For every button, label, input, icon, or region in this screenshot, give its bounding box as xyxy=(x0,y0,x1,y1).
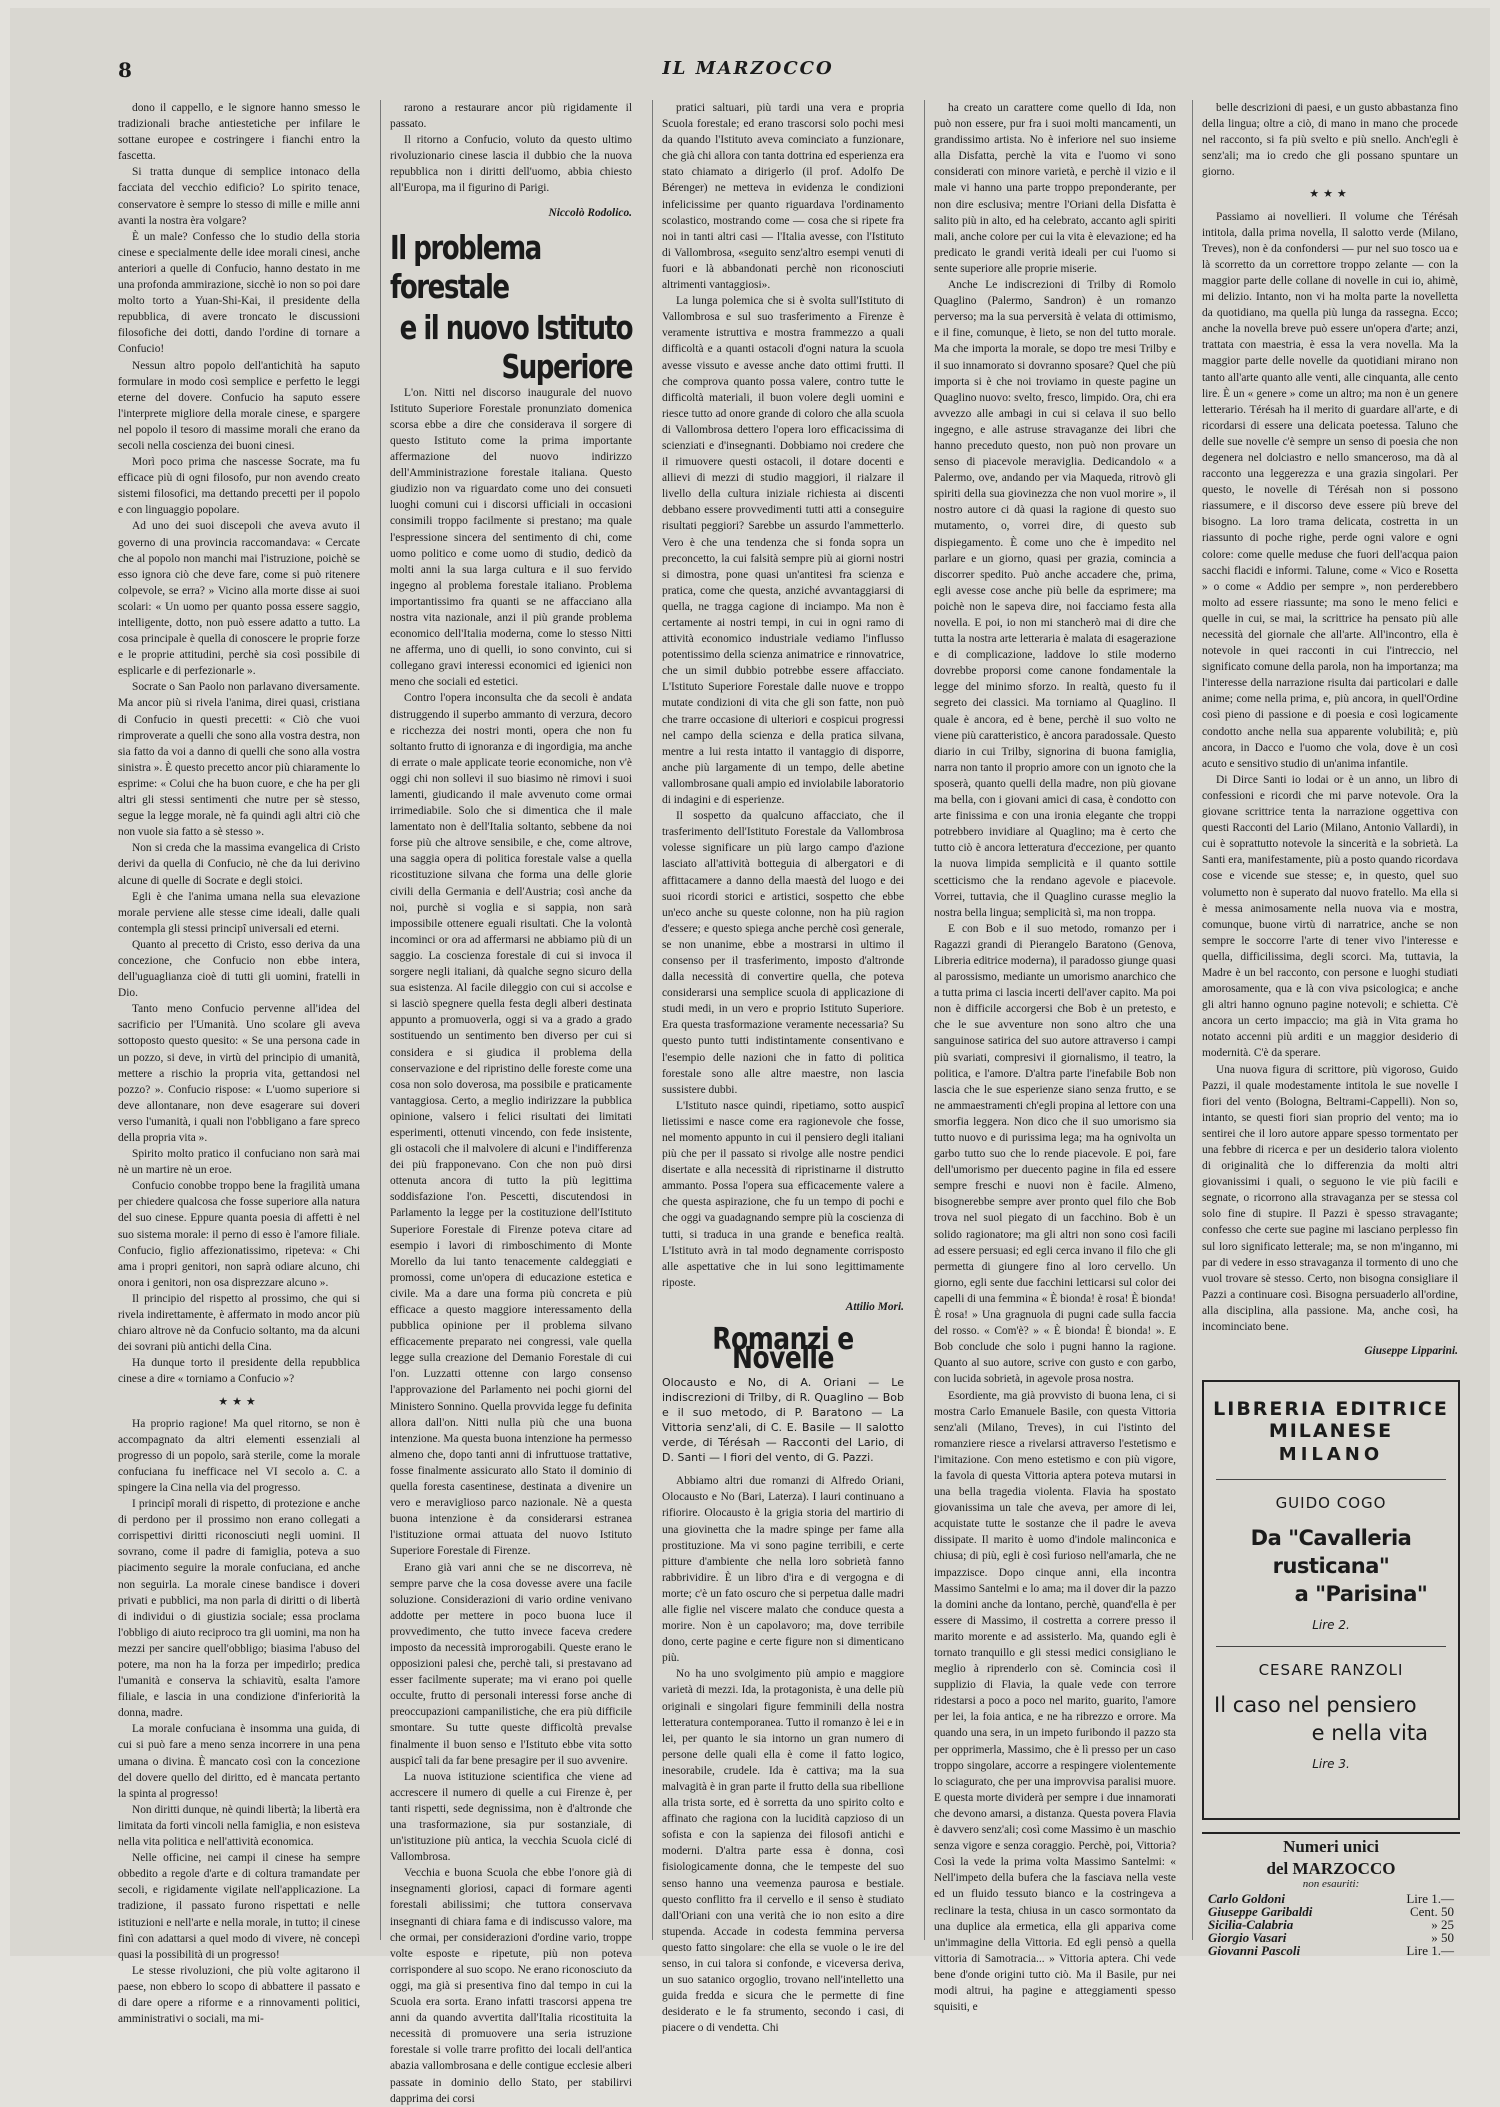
column-5 xyxy=(1202,100,1458,1368)
divider xyxy=(1216,1646,1446,1647)
paragraph: Tanto meno Confucio pervenne all'idea del sacrificio per l'Umanità. Uno scolare gli aveva sottoposto questo quesito: « Se una persona cade in un pozzo, si deve, in virtù del principio di umanità, mettere a rischio la propria vita, gettandosi nel pozzo? ». Confucio rispose: « L'uomo superiore si deve allontanare, non deve esagerare sui doveri verso l'umanità, i quali non l'obbligano a fare spreco della propria vita ». xyxy=(118,1003,360,1144)
issue-name: Carlo Goldoni xyxy=(1208,1891,1285,1906)
paragraph: Ha proprio ragione! Ma quel ritorno, se non è accompagnato da altri elementi essenziali al progresso di un popolo, sarà sterile, come la morale confuciana fu inefficace nel VI secolo a. C. a spingere la Cina nella via del progresso. xyxy=(118,1417,360,1494)
reviewed-books-list: Olocausto e No, di A. Oriani — Le indiscrezioni di Trilby, di R. Quaglino — Bob e il suo metodo, di P. Baratono — La Vittoria senz'ali, di C. E. Basile — Il salotto verde, di Térésah — Racconti del Lario, di D. Santi — I fiori del vento, di G. Pazzi. xyxy=(662,1376,904,1465)
paragraph: pratici saltuari, più tardi una vera e propria Scuola forestale; ed erano trascorsi solo pochi mesi da quando l'Istituto aveva cominciato a funzionare, che già chi allora con tanta dottrina ed esperienza era stato chiamato a dirigerlo (il prof. Adolfo De Bérenger) ne metteva in evidenza le condizioni infelicissime per quanto riguardava l'ordinamento scolastico, mostrando come — cosa che si ripete fra noi in tanti altri casi — l'Italia avesse, con l'Istituto di Vallombrosa, «seguito senz'altro esempi venuti di fuori e là abbandonati perchè non riconosciuti altrimenti vantaggiosi». xyxy=(662,102,904,292)
notice-title: del MARZOCCO xyxy=(1266,1859,1396,1878)
paragraph: Si tratta dunque di semplice intonaco della facciata del vecchio edificio? Lo spirito tenace, conservatore è sempre lo stesso di mille e mille anni avanti la nostra èra volgare? xyxy=(118,166,360,227)
column-2 xyxy=(390,100,633,2105)
paragraph: E con Bob e il suo metodo, romanzo per i Ragazzi grandi di Pierangelo Baratono (Genova, Libreria editrice moderna), il paradosso giunge quasi al parossismo, mediante un umorismo anarchico che a tutta prima ci lascia incerti dell'aver capito. Ma poi non è difficile accorgersi che Bob è un pretesto, e che le sue avventure non sono altro che una sanguinose satirica del suo autore attraverso i campi più svariati, compresivi il giornalismo, il teatro, la politica, e l'amore. D'altra parte l'inefabile Bob non lascia che le sue esperienze siano senza frutto, e se ne ammaestramenti ch'egli propina al lettore con una smorfia leggera. Non dico che il suo umorismo sia tutto nuovo e di purissima lega; ma ha ognivolta un garbo tutto suo che lo rende piacevole. E poi, fare dell'umorismo per duecento pagine in fila ed essere sempre freschi e nuovi non è facile. Almeno, bisognerebbe sempre aver pronto quel filo che Bob trova nel suol piegato di un facchino. Bob è un solido ragionatore; ma gli altri non sono così facili ad essere persuasi; ed egli cerca invano il filo che gli permetta di giungere fino al loro cervello. Un giorno, egli sente due facchini letticarsi sul color dei capelli di una femmina « È bionda! è rosa! È bionda! È rosa! » Una gragnuola di pugni cade sulla faccia del rosso. « Com'è? » « È bionda! È bionda! ». E Bob conclude che solo i pugni hanno la ragione. Quanto al suo autore, scrive con gusto e con garbo, con lucida sobrietà, in agevole prosa nostra. xyxy=(934,922,1176,1386)
paragraph: Spirito molto pratico il confuciano non sarà mai nè un martire nè un eroe. xyxy=(118,1148,360,1177)
paragraph: Non si creda che la massima evangelica di Cristo derivi da quella di Confucio, nè che da lui derivino alcune di quelle di Socrate e degli stoici. xyxy=(118,842,360,887)
column-rule xyxy=(380,100,381,1940)
page-number: 8 xyxy=(118,58,132,82)
paragraph: Non diritti dunque, nè quindi libertà; la libertà era limitata da forti vincoli nella famiglia, e non esisteva nella vita politica e nell'attività economica. xyxy=(118,1803,360,1849)
paragraph: No ha uno svolgimento più ampio e maggiore varietà di mezzi. Ida, la protagonista, è una delle più originali e singolari figure femminili della nostra letteratura contemporanea. Tutto il romanzo è lei e in lei, per quanto le sia intorno un gran numero di persone delle quali ella è come il fatto logico, inesorabile, crudele. Ida è cattiva; ma la sua malvagità è in gran parte il frutto della sua ribellione alla trista sorte, ed è sorretta da uno spirito colto e affinato che ragiona con la lucidità capzioso di un sofista e con la sapienza dei filosofi antichi e moderni. D'altra parte essa è donna, così fisiologicamente donna, che le tempeste del suo senso hanno una veemenza paurosa e bestiale. questo conflitto fra il cervello e il senso è studiato dall'Oriani con una verità che io non esito a dire stupenda. Accade in codesta femmina perversa questo fatto singolare: che ella se vuole o le ire del senso, in cui talora si confonde, e viceversa deriva, un suo satanico orgoglio, trovano nell'intelletto una guida fredda e sicura che le permette di fine desiderato e le fa strumento, secondo i casi, di piacere o di vendetta. Chi xyxy=(662,1668,904,2035)
paragraph: ha creato un carattere come quello di Ida, non può non essere, pur fra i suoi molti mancamenti, un grandissimo artista. No è inferiore nel suo insieme alla Disfatta, perchè la vita e l'uomo vi sono considerati con minore varietà, e perchè il vizio e il male vi hanno una parte troppo preponderante, per non dire esclusiva; mentre l'Oriani della Disfatta è salito più in alto, ed ha celebrato, accanto agli spiriti mali, anche colore per cui la vita è elevazione; ed ha predicato le grandi verità ideali per cui l'uomo si sente superiore alle proprie miserie. xyxy=(934,102,1176,275)
divider xyxy=(1216,1479,1446,1480)
paragraph: Il sospetto da qualcuno affacciato, che il trasferimento dell'Istituto Forestale da Vallombrosa volesse significare un più largo campo d'azione lasciato all'attività botteguia di albergatori e di affittacamere a danno della maestà del luogo e dei suoi ricordi storici e artistici, sospetto che ebbe un'eco anche su queste colonne, non ha più ragion d'essere; e questo spiega anche perchè così generale, se non unanime, ebbe a mostrarsi in ultimo il consenso per il trasferimento, imposto d'altronde dalla necessità di convertire quella, che poteva considerarsi una semplice scuola di applicazione di studi medi, in un vero e proprio Istituto Superiore. Era questa trasformazione veramente necessaria? Su questo punto tutti indistintamente consentivano e l'esempio delle nazioni che in fatto di politica forestale sono alle altre maestre, non lascia sussistere dubbi. xyxy=(662,810,904,1096)
column-rule xyxy=(924,100,925,1940)
paragraph: Ha dunque torto il presidente della repubblica cinese a dire « torniamo a Confucio »? xyxy=(118,1357,360,1386)
issue-price: Lire 1.— xyxy=(1406,1943,1454,1958)
paragraph: Egli è che l'anima umana nella sua elevazione morale perviene alle stesse cime ideali, dalle quali contempla gli stessi principî universali ed eterni. xyxy=(118,890,360,935)
paragraph: Nelle officine, nei campi il cinese ha sempre obbedito a regole d'arte e di coltura tramandate per secoli, e rigidamente vigilate nell'applicazione. La tradizione, il passato furono rispettati e nelle istituzioni e nell'arte e nella morale, in tutto; il cinese finì con adattarsi a quel modo di vivere, nè concepì quasi la possibilità di un progresso! xyxy=(118,1852,360,1961)
ad-book-title: Da "Cavalleria rusticana" xyxy=(1250,1526,1412,1578)
paragraph: Passiamo ai novellieri. Il volume che Térésah intitola, dalla prima novella, Il salotto verde (Milano, Treves), non è da confondersi — pur nel suo tosco ua e là scorretto da un correttore troppo zelante — con la maggior parte delle collane di novelle in cui io, ahimè, mi delizio. Intanto, non vi ha molta parte la novelletta da quotidiano, ma quella più lunga da rassegna. Ecco; anche la novella breve può essere un'opera d'arte; anzi, trattata con maestria, è essa la vera novella. Ma la maggior parte delle novelle da quotidiani mirano non tanto all'arte quanto alle venti, alle cinquanta, alle cento lire. È un « genere » come un altro; ma non è un genere letterario. Térésah ha il merito di guardare all'arte, e di ricordarsi di essere una delicata poetessa. Taluno che delle sue novelle c'è sempre un senso di poesia che non degenera nel dolciastro e nello smanceroso, ma dà al racconto una leggerezza e una grazia singolari. Per questo, le novelle di Térésah non si possono riassumere, e il discorso deve essere più breve del bisogno. La loro trama delicata, costretta in un riassunto di poche righe, perde ogni valore e ogni colore: come quelle meduse che fuori dell'acqua paion sacchi flacidi e informi. Talune, come « Vico e Rosetta » o come « Addio per sempre », non perderebbero molto ad essere riassunte; ma sono le meno felici e quelle in cui, se mai, la scrittrice ha pensato più alle necessità del giornale che all'arte. All'incontro, ella è notevole in quei racconti in cui l'intreccio, nel significato comune della parola, non ha importanza; ma l'interesse della narrazione risulta dai particolari e dalle anime; come nella prima, e, più ancora, in quell'Ordine così pieno di passione e di poesia e così logicamente condotto anche nella sua apparente volubilità; e, più ancora, in Dacco e l'uomo che vola, dove è un così acuto e sensitivo studio di un'anima infantile. xyxy=(1202,210,1458,770)
ad-book-title: Il caso nel pensiero xyxy=(1214,1693,1417,1717)
column-rule xyxy=(1192,100,1193,1940)
ad-author: CESARE RANZOLI xyxy=(1258,1661,1404,1679)
paragraph: Contro l'opera inconsulta che da secoli è andata distruggendo il superbo ammanto di verzura, decoro e ricchezza dei nostri monti, opera che non fu soltanto frutto di ignoranza e di ingordigia, ma anche di errate o male applicate teorie economiche, non v'è oggi chi non sollevi il suo biasimo nè rimovi i suoi lamenti, giudicando il male avvenuto come ormai irrimediabile. Solo che si dimentica che il male lamentato non è dell'Italia soltanto, sebbene da noi forse più che altrove sensibile, e che, come altrove, una saggia opera di politica forestale valse a quella ricostituzione silvana che forma una delle glorie civili della Germania e dell'Austria; così anche da noi, purchè si voglia e si sappia, non sarà impossibile ottenere eguali risultati. Che la volontà incominci or ora ad affermarsi ne abbiamo più di un saggio. La coscienza forestale di cui si invoca il sorgere negli italiani, dà qualche segno sicuro della sua esistenza. Al facile dileggio con cui si accolse e si lasciò spegnere quella festa degli alberi destinata appunto a promuoverla, oggi si va a grado a grado sostituendo un sentimento ben diverso per cui si considera e si giudica il problema della conservazione e del ripristino delle foreste come una cosa non solo doverosa, ma possibile e praticamente vantaggiosa. Certo, a meglio indirizzare la pubblica opinione, valsero i felici risultati dei limitati esperimenti, ottenuti vincendo, con fede insistente, gli ostacoli che il malvolere di alcuni e l'indifferenza dei più frapponevano. Con che non può dirsi ottenuta ancora di tutto la più legittima soddisfazione l'on. Pescetti, discutendosi in Parlamento la legge per la costituzione dell'Istituto Superiore Forestale di Firenze poteva citare ad esempio i lavori di rimboschimento di Monte Morello da lui tanto tenacemente caldeggiati e promossi, come un'opera di educazione estetica e civile. Ma a dare una forma più concreta e più efficace a questo maggiore interessamento della pubblica opinione per il problema silvano efficacemente preparato nei congressi, vale quella legge sulla creazione del Demanio Forestale di cui l'on. Luzzatti ottenne con largo consenso l'approvazione del Parlamento nei pochi giorni del Ministero Sonnino. Quella provvida legge fu definita allora dall'on. Nitti nulla più che una buona intenzione. Ma questa buona intenzione ha permesso almeno che, dopo tanti anni di infruttuose trattative, fosse finalmente assicurato allo Stato il dominio di quella foresta casentinese, destinata a divenire un vero e meraviglioso parco nazionale. Nè a questa buona intenzione è da considerarsi estranea l'istituzione ormai attuata del nuovo Istituto Superiore Forestale di Firenze. xyxy=(390,692,633,1558)
ad-publisher: LIBRERIA EDITRICE MILANESE xyxy=(1213,1398,1449,1442)
paragraph: La morale confuciana è insomma una guida, di cui si può fare a meno senza incorrere in una pena umana o divina. È mancato così con la concezione del dovere quello del diritto, ed è mancata pertanto la spinta al progresso! xyxy=(118,1723,360,1800)
paragraph: Abbiamo altri due romanzi di Alfredo Oriani, Olocausto e No (Bari, Laterza). I lauri continuano a rifiorire. Olocausto è la grigia storia del martirio di una giovinetta che la madre spinge per fame alla prostituzione. Ma vi sono pagine terribili, e certe pitture d'ambiente che nella loro sobrietà fanno rabbrividire. È un libro d'ira e di vergogna e di morte; c'è un fato oscuro che si perpetua dalle madri alle figlie nel viscere malato che conduce questa a morire. Non è un capolavoro; ma, dove terribile dono, certe pagine e certe figure non si dimenticano più. xyxy=(662,1475,904,1665)
issue-price: Cent. 50 xyxy=(1409,1904,1454,1919)
ad-city: MILANO xyxy=(1278,1444,1384,1465)
issue-name: Giorgio Vasari xyxy=(1208,1930,1287,1945)
column-1 xyxy=(118,100,360,2026)
notice-title: Numeri unici xyxy=(1283,1837,1379,1856)
paragraph: Erano già vari anni che se ne discorreva, nè sempre parve che la cosa dovesse avere una facile soluzione. Considerazioni di vario ordine venivano addotte per mettere in poco buona luce il provvedimento, che tutto invece faceva credere imposto da necessità improrogabili. Queste erano le opposizioni palesi che, perchè tali, si prestavano ad esser facilmente superate; ma vi erano poi quelle occulte, frutto di personali interessi forse anche di preoccupazioni campanilistiche, che era più difficile smontare. Su tutte queste difficoltà prevalse finalmente il buon senso e l'Istituto ebbe vita sotto auspicî tali da far bene presagire per il suo avvenire. xyxy=(390,1561,632,1767)
paragraph: Morì poco prima che nascesse Socrate, ma fu efficace più di ogni filosofo, pur non avendo creato sistemi filosofici, ma dettando precetti per il popolo e con linguaggio popolare. xyxy=(118,456,360,517)
issue-name: Giuseppe Garibaldi xyxy=(1208,1904,1313,1919)
paragraph: L'Istituto nasce quindi, ripetiamo, sotto auspicî lietissimi e nasce come era ragionevole che fosse, nel momento appunto in cui il pensiero degli italiani più che per il passato si rivolge alle nostre pendici disertate e alla necessità di ripristinarne il distrutto ammanto. Possa l'opera sua efficacemente valere a che questa aspirazione, che fu un tempo di pochi e che oggi va guadagnando sempre più la coscienza di tutti, si traduca in una grande e benefica realtà. L'Istituto avrà in tal modo degnamente corrisposto alle aspettative che in lui sono legittimamente riposte. xyxy=(662,1099,904,1289)
special-issues-notice xyxy=(1202,1832,1460,1958)
author-signature: Attilio Mori. xyxy=(845,1300,904,1313)
article-heading: Il problema forestale xyxy=(390,227,541,306)
ad-price: Lire 3. xyxy=(1312,1757,1350,1771)
notice-subtitle: non esauriti: xyxy=(1302,1878,1360,1890)
column-4 xyxy=(934,100,1176,2014)
paragraph: Socrate o San Paolo non parlavano diversamente. Ma ancor più si rivela l'anima, direi quasi, cristiana di Confucio in questi precetti: « Ciò che vuoi rimproverate a quelli che sono alla vostra destra, non sia fatto da voi a danno di quelli che sono alla vostra sinistra ». È questo precetto ancor più chiaramente lo esprime: « Colui che ha buon cuore, e che ha per gli altri gli stessi sentimenti che nutre per sè stesso, segue la legge morale, nè fa quindi agli altri ciò che non vuole sia fatto a sè stesso ». xyxy=(118,681,360,839)
publisher-advertisement xyxy=(1202,1380,1460,1820)
paragraph: Quanto al precetto di Cristo, esso deriva da una concezione, che Confucio non ebbe intera, dell'uguaglianza cioè di tutti gli uomini, fratelli in Dio. xyxy=(118,938,360,1000)
paragraph: Anche Le indiscrezioni di Trilby di Romolo Quaglino (Palermo, Sandron) è un romanzo perverso; ma la sua perversità è velata di ottimismo, e il fine, comunque, è lieto, se non del tutto morale. Ma che importa la morale, se dopo tre mesi Trilby e il suo innamorato si dovranno sposare? Quel che più importa si è che noi troviamo in queste pagine un Quaglino nuovo: svelto, fresco, limpido. Ora, chi era avvezzo alle ambagi in cui si celava il suo bello ingegno, e alle astruse stravaganze dei libri che hanno preceduto questo, non può non provare un senso di piacevole meraviglia. Dedicandolo « a Palermo, ove, andando per via Maqueda, ritrovò gli spiriti della sua giovinezza che non vuol morire », il nostro autore ci dà quasi la ragione di questo suo mutamento, o, vorrei dire, di questo sub dispiegamento. È come uno che è impedito nel parlare e un giorno, quasi per grazia, comincia a discorrer spedito. Può anche accadere che, prima, egli avesse cose anche più belle da esprimere; ma poichè non le sapeva dire, noi facciamo festa alla novella. E poi, io non mi stancherò mai di dire che tutta la nostra arte letteraria è malata di esagerazione e di complicazione, laddove lo stile moderno dovrebbe proporsi come canone fondamentale la legge del minimo sforzo. In realtà, questo fu il segreto dei classici. Ma torniamo al Quaglino. Il quale è ancora, ed è bene, perchè il suo volto ne viene più caratteristico, è ancora paradossale. Questo diario in cui Trilby, signorina di buona famiglia, narra non tanto il proprio amore con un ignoto che la sposerà, quanto quelli della madre, non più giovane ma bella, con i giovani amici di casa, è condotto con arte finissima e con una ironia elegante che troppi potrebbero invidiare al Quaglino; ma è certo che tutto ciò è ancora letteratura d'eccezione, per quanto la nuova limpida semplicità e il quanto sottile scetticismo che la rendano agevole e piacevole. Vorrei, tuttavia, che il Quaglino curasse meglio la nostra bella lingua; semplicità sì, ma non troppa. xyxy=(934,279,1176,919)
running-head xyxy=(118,52,1378,92)
article-heading: e il nuovo Istituto Superiore xyxy=(399,307,632,386)
paragraph: Nessun altro popolo dell'antichità ha saputo formulare in modo così semplice e perfetto le leggi eterne del dovere. Confucio ha saputo essere l'interprete migliore della morale cinese, e spargere nel popolo il tesoro di massime morali che erano da secoli nella coscienza dei buoni cinesi. xyxy=(118,359,360,452)
paragraph: Di Dirce Santi io lodai or è un anno, un libro di confessioni e ricordi che mi parve notevole. Ora la giovane scrittrice tenta la narrazione oggettiva con questi Racconti del Lario (Milano, Antonio Vallardi), in cui è soprattutto notevole la sincerità e la sobrietà. La Santi era, manifestamente, più a posto quando ricordava cose e vicende sue stesse; e, in questo, quel suo volumetto non è superato dal nuovo fratello. Ma ella si è messa animosamente nella nuova via e mostra, comunque, buone virtù di narratrice, anche se non sempre le soccorre l'arte di tener vivo l'interesse e quella, difficilissima, degli scorci. Ma, tuttavia, la Madre è un bel racconto, con persone e luoghi studiati amorosamente, qua e là con viva psicologica; e anche gli altri hanno ognuno pagine notevoli; e schietta. C'è ancora un certo impaccio; ma già in Vita grama ho notato accenni più arditi e un maggior desiderio di modernità. C'è da sperare. xyxy=(1202,773,1458,1060)
issue-name: Sicilia-Calabria xyxy=(1208,1917,1294,1932)
column-3 xyxy=(662,100,904,2035)
issue-price: » 25 xyxy=(1431,1917,1454,1932)
paragraph: Esordiente, ma già provvisto di buona lena, ci si mostra Carlo Emanuele Basile, con questa Vittoria senz'ali (Milano, Treves), in cui l'istinto del romanziere riesce a rivelarsi attraverso l'estetismo e l'imitazione. Con meno estetismo e con più vigore, la favola di questa Vittoria aptera poteva mutarsi in una bella tragedia violenta. Flavia ha spostato giovanissima un tale che aveva, per amore di lei, acquistate tutte le sostanze che il padre le aveva dissipate. Il marito è uomo d'indole malinconica e chiusa; di più, egli è così furioso nell'amarla, che ne impazzisce. Dopo cinque anni, ella incontra Massimo Santelmi e lo ama; ma il dover dir la pazzo la domini anche da lontano, perchè, quand'ella è per essere di Massimo, il costretta a correre presso il marito morente e ad assisterlo. Ma, quando egli è tornato tranquillo e gli stessi medici consigliano le meglio à riprenderlo con sè. Comincia così il supplizio di Flavia, la quale vede con terrore ridestarsi a poco a poco nel marito, guarito, l'amore per lei, la foia antica, e ne ha ribrezzo e orrore. Ma quando una sera, in un impeto furibondo il pazzo sta per opprimerla, Massimo, che è lì presso per un caso troppo singolare, accorre a respingere violentemente lo sciagurato, che per una improvvisa paralisi muore. E questa morte dividerà per sempre i due innamorati che devono amarsi, a distanza. Questa povera Flavia è davvero senz'ali; così come Massimo è un maschio senza vigore e senza coraggio. Perchè, poi, Vittoria? Così la vede la prima volta Massimo Santelmi: « Nell'impeto della bufera che la fasciava nella veste ed un fluido tessuto bianco e la costringeva a reclinare la testa, chiusa in un casco sormontato da una duplice ala ermetica, ella gli appariva come un'immagine della Vittoria. Ed egli pensò a quella vittoria di Samotracia... » Vittoria aptera. Chi vede bene d'onde origini tutto ciò. Ma il Basile, pur nei modi altrui, ha pagine e atteggiamenti spesso squisiti, e xyxy=(934,1389,1176,2014)
issue-price: » 50 xyxy=(1431,1930,1454,1945)
paragraph: dono il cappello, e le signore hanno smesso le tradizionali brache antiestetiche per infilare le sottane europee e costringere i fianchi entro la fascetta. xyxy=(118,102,360,163)
paragraph: Vecchia e buona Scuola che ebbe l'onore già di insegnamenti gloriosi, capaci di formare agenti forestali abilissimi; che tuttora conservava insegnanti di chiara fama e di indiscusso valore, ma che ormai, per considerazioni d'ordine vario, troppe volte esposte e ripetute, più non poteva corrispondere al suo scopo. Ne erano riconosciuto da oggi, ma già si presentiva fino dal tempo in cui la Scuola era sorta. Erano infatti trascorsi appena tre anni da quando avvertita dall'Italia ricostituita la necessità di promuovere una seria istruzione forestale si volle trarre profitto dei locali dell'antica abazia vallombrosana e delle contigue ecclesie alberi passate in dominio dello Stato, per stabilirvi dapprima dei corsi xyxy=(390,1867,632,2105)
paragraph: belle descrizioni di paesi, e un gusto abbastanza fino della lingua; oltre a ciò, di mano in mano che procede nel racconto, si fa più svelto e più snello. Anch'egli è senz'ali; ma io credo che gli possano spuntare un giorno. xyxy=(1202,102,1458,179)
ad-book-title: a "Parisina" xyxy=(1294,1582,1428,1606)
paragraph: I principî morali di rispetto, di protezione e anche di perdono per il prossimo non erano collegati a corrispettivi diritti riconosciuti negli uomini. Il sovrano, come il padre di famiglia, poteva a suo piacimento seguire la morale confuciana, ed anche non seguirla. La morale cinese bandisce i doveri privati e pubblici, ma non parla di diritti o di libertà di individui o di giustizia sociale; essa proclama l'obbligo di aiuto reciproco tra gli uomini, ma non ha mezzi per sancire quell'obbligo; biasima l'abuso del potere, ma non ha la forza per impedirlo; predica l'umanità e conserva la schiavitù, esalta l'amore filiale, e lascia in una condizione d'inferiorità la donna, madre. xyxy=(118,1498,360,1720)
author-signature: Niccolò Rodolico. xyxy=(548,206,632,219)
issue-name: Giovanni Pascoli xyxy=(1208,1943,1301,1958)
section-break-stars: ★★★ xyxy=(218,1395,260,1408)
article-heading: Romanzi e Novelle xyxy=(712,1321,854,1376)
paragraph: L'on. Nitti nel discorso inaugurale del nuovo Istituto Superiore Forestale pronunziato domenica scorsa ebbe a dire che considerava il sorgere di questo Istituto come la prima importante affermazione del nuovo indirizzo dell'Amministrazione forestale italiana. Questo giudizio non va riguardato come uno dei consueti luoghi comuni cui i discorsi ufficiali in occasioni consimili troppo facilmente si prestano; ma quale l'espressione sincera del sentimento di chi, come uomo politico e come uomo di studio, dedicò da molti anni la sua larga cultura e il suo fervido ingegno al problema forestale italiano. Problema importantissimo fra quanti se ne affacciano alla nostra vita nazionale, anzi il più grande problema economico dell'Italia moderna, come lo stesso Nitti ne afferma, uno di quelli, io sono convinto, cui si collegano gravi interessi economici ed igienici non meno che sociali ed estetici. xyxy=(390,386,632,689)
paragraph: Una nuova figura di scrittore, più vigoroso, Guido Pazzi, il quale modestamente intitola le sue novelle I fiori del vento (Bologna, Beltrami-Cappelli). Non so, intanto, se questi fiori sian proprio del vento; ma io sentirei che il loro autore appare spesso tormentato per una febbre di ricerca e per un desiderio talora violento di originalità che lo differenzia da molti altri giovanissimi i quali, o seguono le vie più facili e segnate, o ricorrono alla stravaganza per se stessa col solo fine di stupire. Il Pazzi è spesso stravagante; confesso che certe sue pagine mi lasciano perplesso fin sul loro significato letterale; ma, se non m'inganno, mi par di vedere in esso stravaganza il tormento di uno che vuol trovare sè stesso. Certo, non bisogna consigliare il Pazzi a continuare così. Bisogna persuaderlo all'ordine, alla disciplina, alla passione. Ma, anche così, ha incominciato bene. xyxy=(1202,1063,1458,1334)
paragraph: rarono a restaurare ancor più rigidamente il passato. xyxy=(390,102,632,131)
ad-book-title: e nella vita xyxy=(1311,1721,1428,1745)
ad-author: GUIDO COGO xyxy=(1275,1494,1387,1512)
column-rule xyxy=(652,100,653,1940)
paragraph: La lunga polemica che si è svolta sull'Istituto di Vallombrosa e sul suo trasferimento a Firenze è veramente istruttiva e mostra frammezzo a quali difficoltà e a quanti ostacoli d'ogni natura la scuola avesse vissuto e avesse anche dato ottimi frutti. Il che comprova quanto possa valere, contro tutte le difficoltà materiali, il buon volere degli uomini e riesce tutto ad onore grande di coloro che alla scuola di Vallombrosa dettero l'opera loro efficacissima di scienziati e d'insegnanti. Dobbiamo noi credere che il rimuovere questi ostacoli, il dotare docenti e allievi di mezzi di studio maggiori, il rialzare il livello della cultura iniziale richiesta ai discenti debbano essere provvedimenti tutti atti a conseguire risultati peggiori? Sarebbe un assurdo l'ammetterlo. Vero è che una tendenza che si fonda sopra un preconcetto, la cui falsità sempre più ai giorni nostri si dimostra, pone quasi un'antitesi fra scienza e pratica, come che questa, anziché avvantaggiarsi di quella, ne tragga cagione di inciampo. Ma non è certamente ai nostri tempi, in cui in ogni ramo di attività economico industriale vediamo l'influsso potentissimo della scienza animatrice e rinnovatrice, che un simil dubbio potrebbe essere affacciato. L'Istituto Superiore Forestale dalle nuove e troppo mutate condizioni di vita che gli son fatte, non può che trarre occasione di ulteriori e cospicui progressi nel campo della scienza e della pratica silvana, mentre a lui resta intatto il vantaggio di disporre, anche più largamente di un tempo, delle abetine vallombrosane quali ampio ed inviolabile laboratorio di indagini e di esperienze. xyxy=(662,295,904,807)
section-break-stars: ★★★ xyxy=(1309,188,1351,201)
paragraph: Il principio del rispetto al prossimo, che qui si rivela indirettamente, è affermato in modo ancor più chiaro altrove nè da Confucio soltanto, ma da alcuni dei sovrani più antichi della Cina. xyxy=(118,1292,360,1354)
masthead: IL MARZOCCO xyxy=(662,58,834,79)
ad-price: Lire 2. xyxy=(1312,1618,1350,1632)
paragraph: Ad uno dei suoi discepoli che aveva avuto il governo di una provincia raccomandava: « Cercate che al popolo non manchi mai l'istruzione, poichè se esso ignora ciò che deve fare, come si può ritenere colpevole, se erra? » Vicino alla morte disse ai suoi scolari: « Un uomo per quanto possa essere saggio, intelligente, dotto, non può essere adatto a tutto. La cosa principale è quella di conoscere le proprie forze e le proprie attitudini, perchè sia così possibile di esplicarle e di perfezionarle ». xyxy=(118,520,360,678)
paragraph: È un male? Confesso che lo studio della storia cinese e specialmente delle idee morali cinesi, anche anteriori a quelle di Confucio, hanno destato in me una profonda ammirazione, sicchè io non so poi dare molto torto a Yuan-Shi-Kai, il presidente della repubblica, di avere troncato le discussioni filosofiche dei dotti, dando l'ordine di tornare a Confucio! xyxy=(118,230,360,356)
list-item xyxy=(1202,1944,1460,1957)
paragraph: La nuova istituzione scientifica che viene ad accrescere il numero di quelle a cui Firenze è, per tanti rispetti, sede degnissima, non è d'altronde che una trasformazione, sia pur sostanziale, di un'istituzione più antica, la vecchia Scuola ciclé di Vallombrosa. xyxy=(390,1770,632,1864)
paragraph: Il ritorno a Confucio, voluto da questo ultimo rivoluzionario cinese lascia il dubbio che la nuova repubblica non i diritti dell'uomo, abbia chiesto all'Europa, ma il figurino di Parigi. xyxy=(390,134,632,195)
issue-price: Lire 1.— xyxy=(1406,1891,1454,1906)
paragraph: Confucio conobbe troppo bene la fragilità umana per chiedere qualcosa che fosse superiore alla natura del suo cinese. Eppure quanta poesia di affetti è nel suo sistema morale: il perno di esso è l'amore filiale. Confucio, figlio affezionatissimo, ripeteva: « Chi ama i propri genitori, non saprà odiare alcuno, chi onora i genitori, non osa disprezzare alcuno ». xyxy=(118,1180,360,1289)
author-signature: Giuseppe Lipparini. xyxy=(1364,1345,1458,1358)
paragraph: Le stesse rivoluzioni, che più volte agitarono il paese, non ebbero lo scopo di abbattere il passato e di dare opere a riforme e a rinnovamenti politici, amministrativi o sociali, ma mi- xyxy=(118,1964,360,2026)
